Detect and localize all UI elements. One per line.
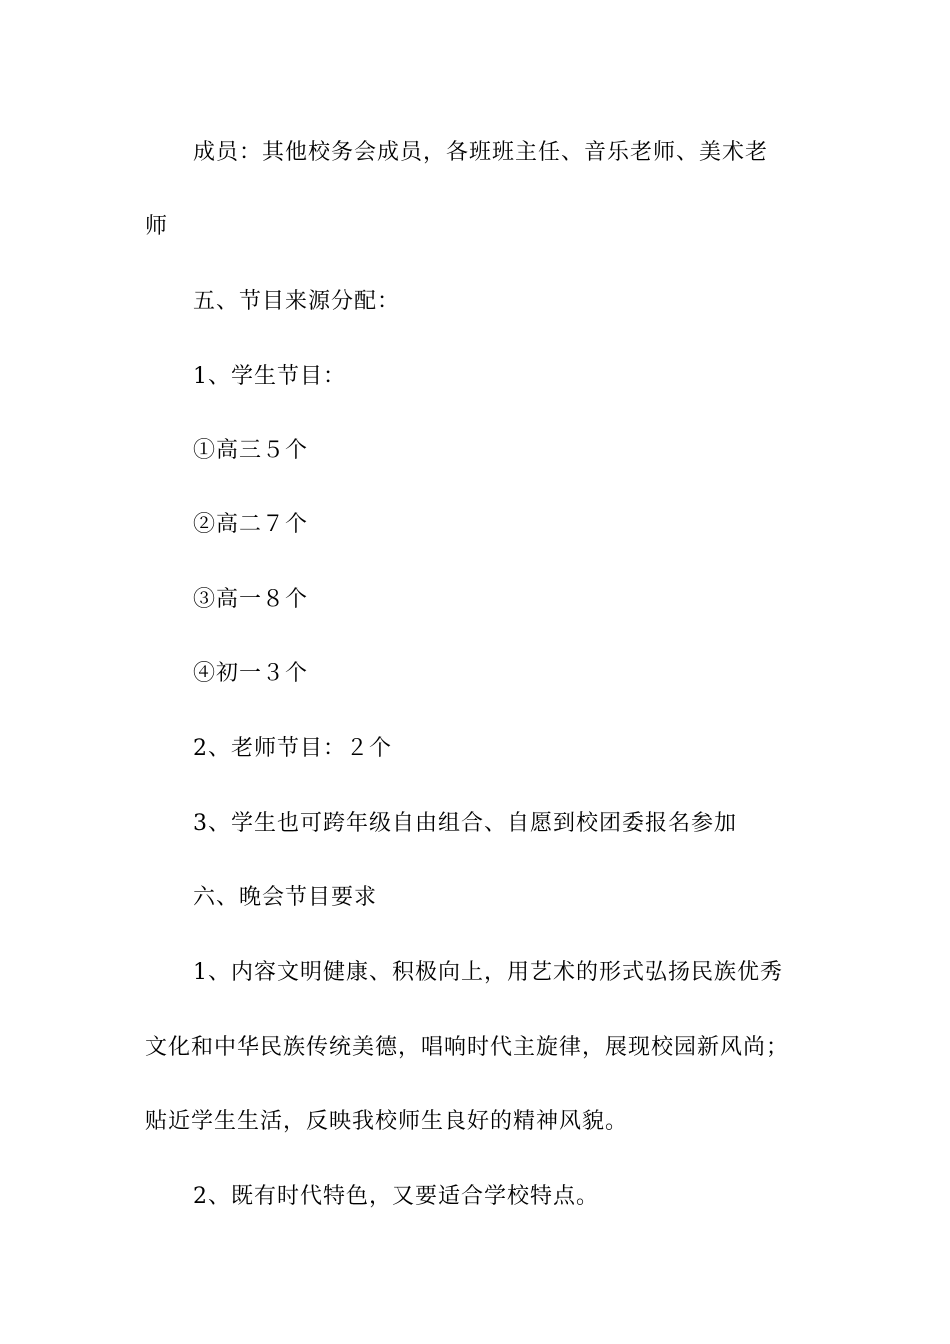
list-item-student-programs: 1、学生节目： (193, 364, 346, 389)
paragraph-members-line-2: 师 (145, 214, 169, 239)
requirement-1-line-2: 文化和中华民族传统美德，唱响时代主旋律，展现校园新风尚； (145, 1035, 790, 1060)
list-item-senior-two: ②高二７个 (193, 512, 309, 537)
list-item-senior-three: ①高三５个 (193, 438, 309, 463)
requirement-1-line-3: 贴近学生生活，反映我校师生良好的精神风貌。 (145, 1109, 629, 1134)
list-item-teacher-programs: 2、老师节目：２个 (193, 736, 392, 761)
list-item-cross-grade: 3、学生也可跨年级自由组合、自愿到校团委报名参加 (193, 811, 737, 836)
section-heading-five: 五、节目来源分配： (193, 289, 401, 314)
paragraph-members-line-1: 成员：其他校务会成员，各班班主任、音乐老师、美术老 (193, 140, 769, 165)
requirement-1-line-1: 1、内容文明健康、积极向上，用艺术的形式弘扬民族优秀 (193, 960, 783, 985)
requirement-2: 2、既有时代特色，又要适合学校特点。 (193, 1184, 599, 1209)
list-item-junior-one: ④初一３个 (193, 661, 309, 686)
section-heading-six: 六、晚会节目要求 (193, 885, 378, 910)
list-item-senior-one: ③高一８个 (193, 587, 309, 612)
